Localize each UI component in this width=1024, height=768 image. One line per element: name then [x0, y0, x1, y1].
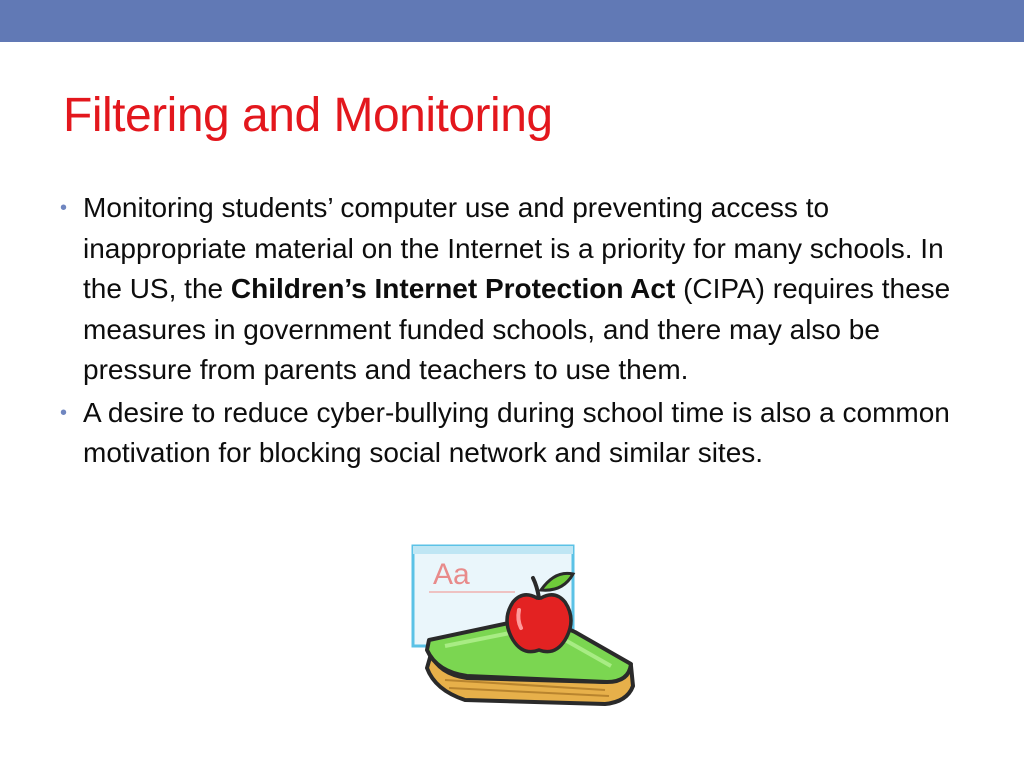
bullet-text-bold-act: Children’s Internet Protection Act — [230, 273, 676, 304]
bullet-marker: • — [60, 401, 68, 424]
bullet-marker: • — [60, 197, 68, 219]
bullet-list — [58, 188, 963, 476]
bullet-item-cipa — [58, 188, 963, 391]
apple-on-book-icon — [405, 540, 645, 720]
top-banner — [0, 0, 1024, 42]
bullet-text: A desire to reduce cyber-bullying during school time is also a common motivation for blocking social network and similar sites. — [83, 396, 950, 468]
board-top-shape — [413, 546, 573, 554]
slide-title: Filtering and Monitoring — [63, 89, 553, 142]
apple-shape — [507, 595, 571, 652]
bullet-item-cyberbullying — [58, 393, 963, 474]
bullet-text-after: (CIPA) requires these measures in government funded schools, and there may also be pressure from parents and teachers to use them. — [83, 273, 951, 385]
board-text: Aa — [433, 558, 470, 591]
bullet-text-before: Monitoring students’ computer use and preventing access to inappropriate material on the Internet is a priority for many schools. In the US, the — [83, 192, 944, 304]
